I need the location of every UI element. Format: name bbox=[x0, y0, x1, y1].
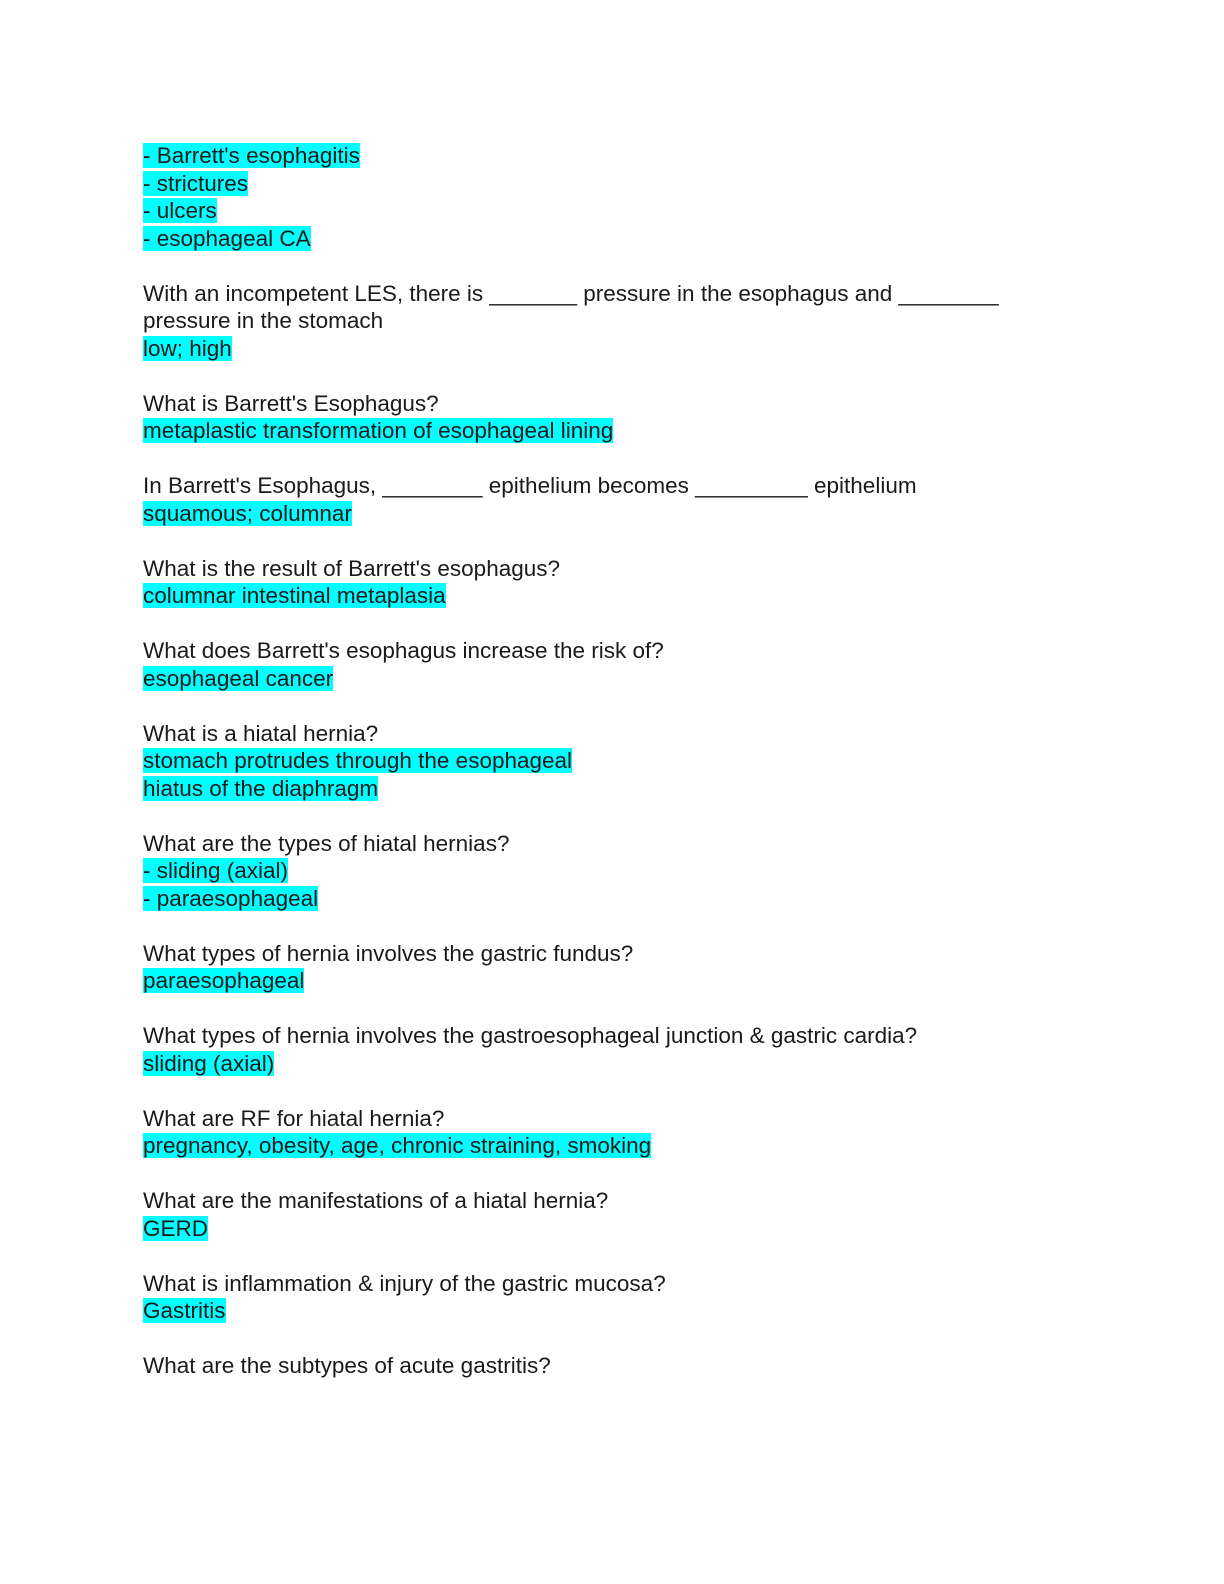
answer-line: columnar intestinal metaplasia bbox=[143, 583, 446, 608]
flashcard bbox=[143, 720, 1103, 803]
answer-line: - ulcers bbox=[143, 198, 217, 223]
answer-line: pregnancy, obesity, age, chronic straining, smoking bbox=[143, 1133, 652, 1158]
flashcard bbox=[143, 1105, 1103, 1160]
answer-line: esophageal cancer bbox=[143, 665, 334, 691]
question-line: What types of hernia involves the gastric fundus? bbox=[143, 940, 634, 966]
answer-line: squamous; columnar bbox=[143, 500, 352, 526]
question-line: What is the result of Barrett's esophagus? bbox=[143, 555, 561, 581]
document-page bbox=[143, 142, 1103, 1380]
flashcard bbox=[143, 940, 1103, 995]
answer-line: GERD bbox=[143, 1215, 209, 1241]
answer-line: low; high bbox=[143, 335, 232, 361]
answer-line: - strictures bbox=[143, 170, 249, 196]
flashcard bbox=[143, 1270, 1103, 1325]
flashcard bbox=[143, 472, 1103, 527]
question-line: What are the manifestations of a hiatal hernia? bbox=[143, 1188, 609, 1213]
answer-line: sliding (axial) bbox=[143, 1050, 275, 1076]
answer-line: hiatus of the diaphragm bbox=[143, 775, 379, 801]
flashcard bbox=[143, 1352, 1103, 1380]
question-line: What are RF for hiatal hernia? bbox=[143, 1105, 445, 1131]
flashcard bbox=[143, 1022, 1103, 1077]
flashcard bbox=[143, 390, 1103, 445]
question-line: What is Barrett's Esophagus? bbox=[143, 390, 439, 416]
answer-line: Gastritis bbox=[143, 1298, 226, 1323]
answer-line: metaplastic transformation of esophageal lining bbox=[143, 418, 614, 443]
answer-line: - paraesophageal bbox=[143, 885, 319, 911]
answer-line: - esophageal CA bbox=[143, 225, 311, 251]
question-line: What are the types of hiatal hernias? bbox=[143, 830, 510, 856]
question-line: What does Barrett's esophagus increase the risk of? bbox=[143, 638, 664, 663]
answer-line: paraesophageal bbox=[143, 968, 305, 993]
question-line: pressure in the stomach bbox=[143, 308, 384, 333]
flashcard bbox=[143, 555, 1103, 610]
answer-line: - Barrett's esophagitis bbox=[143, 143, 360, 168]
question-line: In Barrett's Esophagus, ________ epithelium becomes _________ epithelium bbox=[143, 473, 917, 498]
flashcard bbox=[143, 637, 1103, 692]
flashcard bbox=[143, 280, 1103, 363]
question-line: With an incompetent LES, there is _______ pressure in the esophagus and ________ bbox=[143, 280, 999, 306]
flashcard bbox=[143, 1187, 1103, 1242]
intro-answer-block bbox=[143, 142, 1103, 252]
flashcard bbox=[143, 830, 1103, 913]
question-line: What is inflammation & injury of the gastric mucosa? bbox=[143, 1270, 666, 1296]
question-line: What is a hiatal hernia? bbox=[143, 720, 379, 746]
answer-line: - sliding (axial) bbox=[143, 858, 289, 883]
question-line: What types of hernia involves the gastroesophageal junction & gastric cardia? bbox=[143, 1023, 918, 1048]
question-line: What are the subtypes of acute gastritis? bbox=[143, 1353, 551, 1378]
answer-line: stomach protrudes through the esophageal bbox=[143, 748, 573, 773]
